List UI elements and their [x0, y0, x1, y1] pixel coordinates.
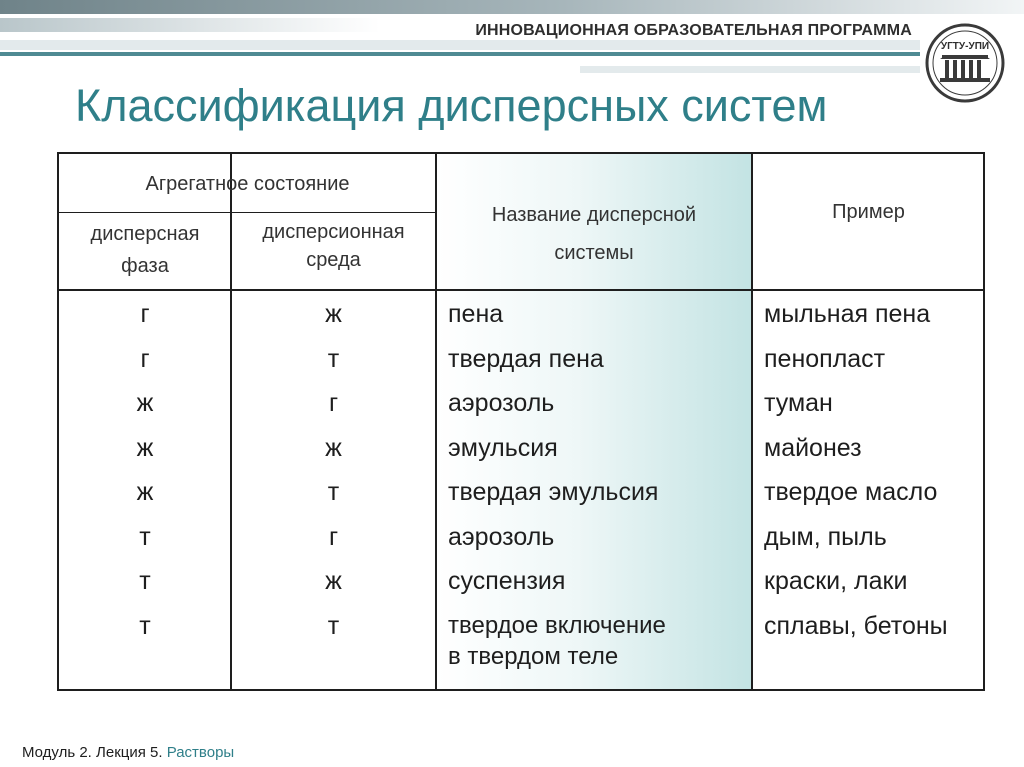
- cell-system-name: аэрозоль: [448, 389, 555, 417]
- footer-module: Модуль 2. Лекция 5.: [22, 744, 163, 761]
- cell-system-name: эмульсия: [448, 433, 558, 462]
- cell-example: сплавы, бетоны: [764, 611, 948, 640]
- cell-phase: ж: [136, 389, 154, 417]
- cell-medium: ж: [325, 433, 342, 462]
- cell-example: пенопласт: [764, 344, 886, 373]
- cell-system-name: твердая эмульсия: [448, 478, 659, 506]
- cell-medium: ж: [325, 567, 342, 595]
- header-example: Пример: [832, 201, 905, 223]
- banner-stripes: [0, 0, 1024, 80]
- footer: [22, 744, 234, 761]
- divider-header-body: [59, 289, 983, 291]
- cell-system-name: суспензия: [448, 567, 566, 595]
- cell-medium: т: [327, 344, 340, 373]
- cell-medium: ж: [325, 300, 342, 328]
- cell-system-name: пена: [448, 300, 504, 328]
- cell-system-name: твердое включение в твердом теле: [448, 611, 666, 670]
- cell-example: майонез: [764, 433, 862, 462]
- cell-medium: г: [328, 389, 339, 417]
- column-medium: [231, 298, 436, 654]
- cell-system-name: аэрозоль: [448, 522, 555, 551]
- cell-phase: ж: [136, 433, 154, 462]
- cell-phase: г: [140, 344, 150, 373]
- header-aggregate-state: Агрегатное состояние: [145, 173, 350, 195]
- cell-phase: т: [139, 522, 151, 551]
- column-system-name: [448, 298, 748, 670]
- column-example: [764, 298, 984, 654]
- cell-system-name: твердая пена: [448, 344, 604, 373]
- header-banner: [0, 0, 1024, 80]
- cell-medium: г: [328, 522, 339, 551]
- cell-example: краски, лаки: [764, 567, 908, 595]
- cell-example: мыльная пена: [764, 300, 931, 328]
- header-phase: дисперсная фаза: [90, 223, 200, 277]
- cell-medium: т: [327, 611, 340, 640]
- cell-phase: т: [139, 611, 151, 640]
- header-medium: дисперсионная среда: [262, 221, 405, 271]
- cell-example: твердое масло: [764, 478, 938, 506]
- page-title: Классификация дисперсных систем: [75, 80, 828, 131]
- university-logo: [924, 22, 1006, 104]
- cell-medium: т: [327, 478, 340, 506]
- cell-example: туман: [764, 389, 833, 417]
- cell-phase: г: [140, 300, 150, 328]
- cell-phase: т: [139, 567, 151, 595]
- header-system-name: Название дисперсной системы: [491, 204, 697, 264]
- program-heading: ИННОВАЦИОННАЯ ОБРАЗОВАТЕЛЬНАЯ ПРОГРАММА: [475, 22, 912, 39]
- divider-subheader: [59, 212, 436, 213]
- footer-topic: Растворы: [166, 744, 235, 761]
- dispersion-table: [57, 152, 985, 691]
- column-phase: [59, 298, 231, 654]
- cell-example: дым, пыль: [764, 522, 887, 551]
- logo-text: УГТУ-УПИ: [940, 41, 990, 52]
- cell-phase: ж: [136, 478, 154, 506]
